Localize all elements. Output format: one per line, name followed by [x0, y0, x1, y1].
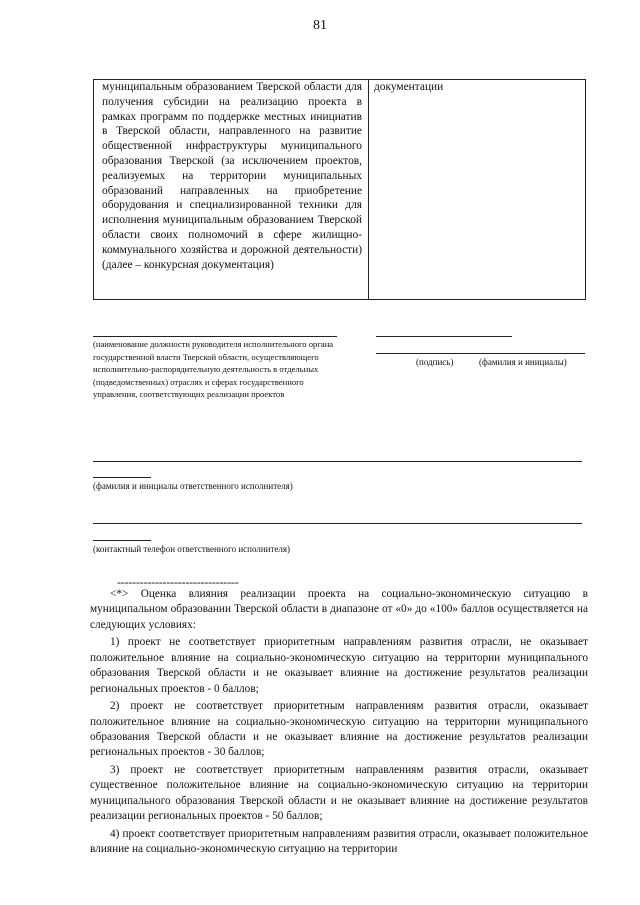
signature-line-top — [376, 336, 512, 337]
footnote-intro: <*> Оценка влияния реализации проекта на социально-экономическую ситуацию в муниципальном образовании Тверской области в диапазоне от «0» до «100» баллов осуществляется на следующих условиях: — [90, 588, 588, 631]
footnote-condition-2: 2) проект не соответствует приоритетным направлениям развития отрасли, оказывает положительное влияние на социально-экономическую ситуацию на территории муниципального образования Тверской области и не оказывает влияние на достижение результатов реализации региональных проектов - 30 баллов; — [90, 700, 588, 759]
footnote-condition-1: 1) проект не соответствует приоритетным направлениям развития отрасли, не оказывает положительное влияние на социально-экономическую ситуацию на территории муниципального образования Тверской области и не оказывает влияние на достижение результатов реализации региональных проектов - 0 баллов; — [90, 636, 588, 695]
table-column-divider — [368, 79, 369, 300]
footnote-separator: -------------------------------- — [117, 575, 239, 589]
executor-name-caption: (фамилия и инициалы ответственного исполнителя) — [93, 481, 293, 491]
footnote — [90, 587, 588, 858]
table-cell-description: муниципальным образованием Тверской области для получения субсидии на реализацию проекта в рамках программ по поддержке местных инициатив в Тверской области, направленного на развитие общественной инфраструктуры муниципального образования Тверской (за исключением проектов, реализуемых на территории муниципальных образований направленных на приобретение оборудования и специализированной техники для исполнения муниципальным образованием Тверской области своих полномочий в сфере жилищно-коммунального хозяйства и дорожной деятельности) (далее – конкурсная документация) — [102, 81, 362, 271]
executor-name-line — [93, 461, 582, 462]
executor-phone-caption: (контактный телефон ответственного исполнителя) — [93, 544, 291, 554]
signature-label: (подпись) — [416, 357, 454, 367]
executor-name-short-line — [93, 477, 151, 478]
executor-phone-short-line — [93, 540, 151, 541]
executor-phone-line — [93, 523, 582, 524]
name-label: (фамилия и инициалы) — [479, 357, 567, 367]
footnote-condition-3: 3) проект не соответствует приоритетным направлениям развития отрасли, оказывает существенное положительное влияние на социально-экономическую ситуацию на территории муниципального образования Тверской области и не оказывает влияние на достижение результатов реализации региональных проектов - 50 баллов; — [90, 764, 588, 823]
footnote-condition-4: 4) проект соответствует приоритетным направлениям развития отрасли, оказывает положительное влияние на социально-экономическую ситуацию на территории — [90, 827, 588, 856]
official-position-line — [93, 336, 337, 337]
page-number: 81 — [313, 18, 327, 33]
signature-line — [376, 353, 585, 354]
official-position-caption: (наименование должности руководителя исполнительного органа государственной власти Тверской области, осуществляющего исполнительно-распорядительную деятельность в отдельных (подведомственных) отраслях и сферах государственного управления, соответствующих реализации проектов — [93, 339, 334, 400]
table-cell-documentation: документации — [374, 81, 444, 93]
